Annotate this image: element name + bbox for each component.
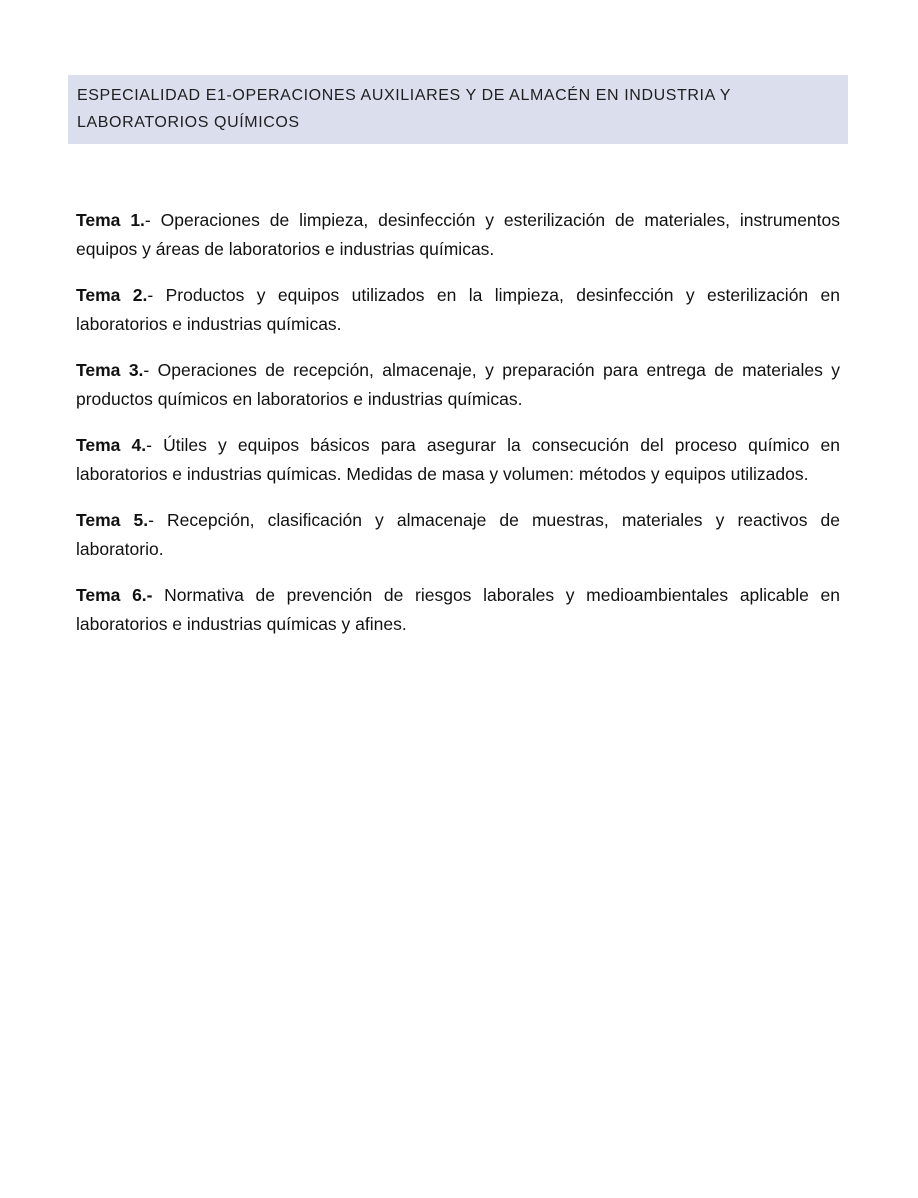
topic-paragraph-2 xyxy=(76,281,840,339)
topic-4-label: Tema 4. xyxy=(76,435,147,455)
topic-2-text: - Productos y equipos utilizados en la limpieza, desinfección y esterilización en laboratorios e industrias químicas. xyxy=(76,285,841,334)
topic-paragraph-5 xyxy=(76,506,840,564)
topic-1-text: - Operaciones de limpieza, desinfección y esterilización de materiales, instrumentos equipos y áreas de laboratorios e industrias químicas. xyxy=(76,210,841,259)
document-content xyxy=(68,75,848,656)
topic-list xyxy=(76,206,840,639)
topic-paragraph-3 xyxy=(76,356,840,414)
topic-3-text: - Operaciones de recepción, almacenaje, y preparación para entrega de materiales y productos químicos en laboratorios e industrias químicas. xyxy=(76,360,841,409)
section-header-banner: ESPECIALIDAD E1-OPERACIONES AUXILIARES Y DE ALMACÉN EN INDUSTRIA Y LABORATORIOS QUÍMICOS xyxy=(68,75,848,144)
topic-5-label: Tema 5. xyxy=(76,510,149,530)
topic-2-label: Tema 2. xyxy=(76,285,148,305)
topic-1-label: Tema 1. xyxy=(76,210,145,230)
topic-5-text: - Recepción, clasificación y almacenaje de muestras, materiales y reactivos de laboratorio. xyxy=(76,510,841,559)
topic-3-label: Tema 3. xyxy=(76,360,144,380)
topic-paragraph-4 xyxy=(76,431,840,489)
topic-6-label: Tema 6.- xyxy=(76,585,153,605)
topic-4-text: - Útiles y equipos básicos para asegurar la consecución del proceso químico en laboratorios e industrias químicas. Medidas de masa y volumen: métodos y equipos utilizados. xyxy=(76,435,840,484)
topic-6-text: Normativa de prevención de riesgos laborales y medioambientales aplicable en laboratorios e industrias químicas y afines. xyxy=(76,585,841,634)
topic-paragraph-1 xyxy=(76,206,840,264)
topic-paragraph-6 xyxy=(76,581,840,639)
